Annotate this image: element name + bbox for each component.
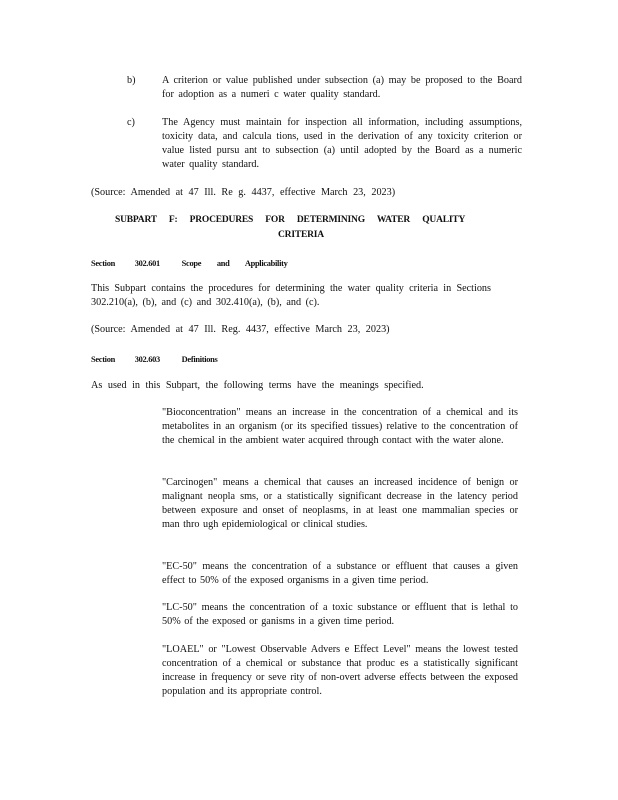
item-c-text: The Agency must maintain for inspection all information, including assumptions, toxicity data, and calcula tions, used in the derivation of any toxicity criterion or value listed pursu ant to subsection (a) until adopted by the Board as a numeric water quality standard.	[162, 117, 522, 170]
definition-bioconcentration: "Bioconcentration" means an increase in the concentration of a chemical and its metabolites in an organism (or its specified tissues) relative to the concentration of the chemical in the ambient water acquired through contact with the water alone.	[162, 407, 518, 446]
section-title: Definitions	[181, 355, 218, 364]
item-b-label: b)	[127, 75, 136, 86]
definition-ec-50: "EC-50" means the concentration of a substance or effluent that causes a given effect to 50% of the exposed organisms in a given time period.	[162, 561, 518, 586]
section-number: Section 302.603	[91, 355, 160, 364]
definition-loael: "LOAEL" or "Lowest Observable Advers e Effect Level" means the lowest tested concentration of a chemical or substance that produc es a statistically significant increase in frequency or seve rity of non-overt adverse effects between the exposed population and its appropriate control.	[162, 644, 518, 697]
item-c-label: c)	[127, 117, 135, 128]
subpart-heading: SUBPART F: PROCEDURES FOR DETERMINING WATER QUALITY	[115, 215, 466, 225]
section-title: Scope and Applicability	[181, 259, 288, 268]
definition-lc-50: "LC-50" means the concentration of a toxic substance or effluent that is lethal to 50% of the exposed or ganisms in a given time period.	[162, 602, 518, 627]
section-heading-601	[91, 257, 287, 271]
section-heading-603	[91, 353, 217, 367]
source-note-2: (Source: Amended at 47 Ill. Reg. 4437, effective March 23, 2023)	[91, 324, 390, 335]
definitions-intro: As used in this Subpart, the following terms have the meanings specified.	[91, 380, 424, 391]
source-note-1: (Source: Amended at 47 Ill. Re g. 4437, effective March 23, 2023)	[91, 187, 396, 198]
definition-carcinogen: "Carcinogen" means a chemical that causes an increased incidence of benign or malignant neopla sms, or a statistically significant decrease in the latency period between exposure and onset of neoplasms, in at least one mammalian species or man thro ugh epidemiological or clinical studies.	[162, 477, 518, 530]
subpart-heading-continued: CRITERIA	[278, 230, 324, 240]
scope-paragraph: This Subpart contains the procedures for determining the water quality criteria in Sections 302.210(a), (b), and (c) and 302.410(a), (b), and (c).	[91, 283, 491, 308]
item-b-text: A criterion or value published under subsection (a) may be proposed to the Board for adoption as a numeri c water quality standard.	[162, 75, 522, 100]
section-number: Section 302.601	[91, 259, 160, 268]
